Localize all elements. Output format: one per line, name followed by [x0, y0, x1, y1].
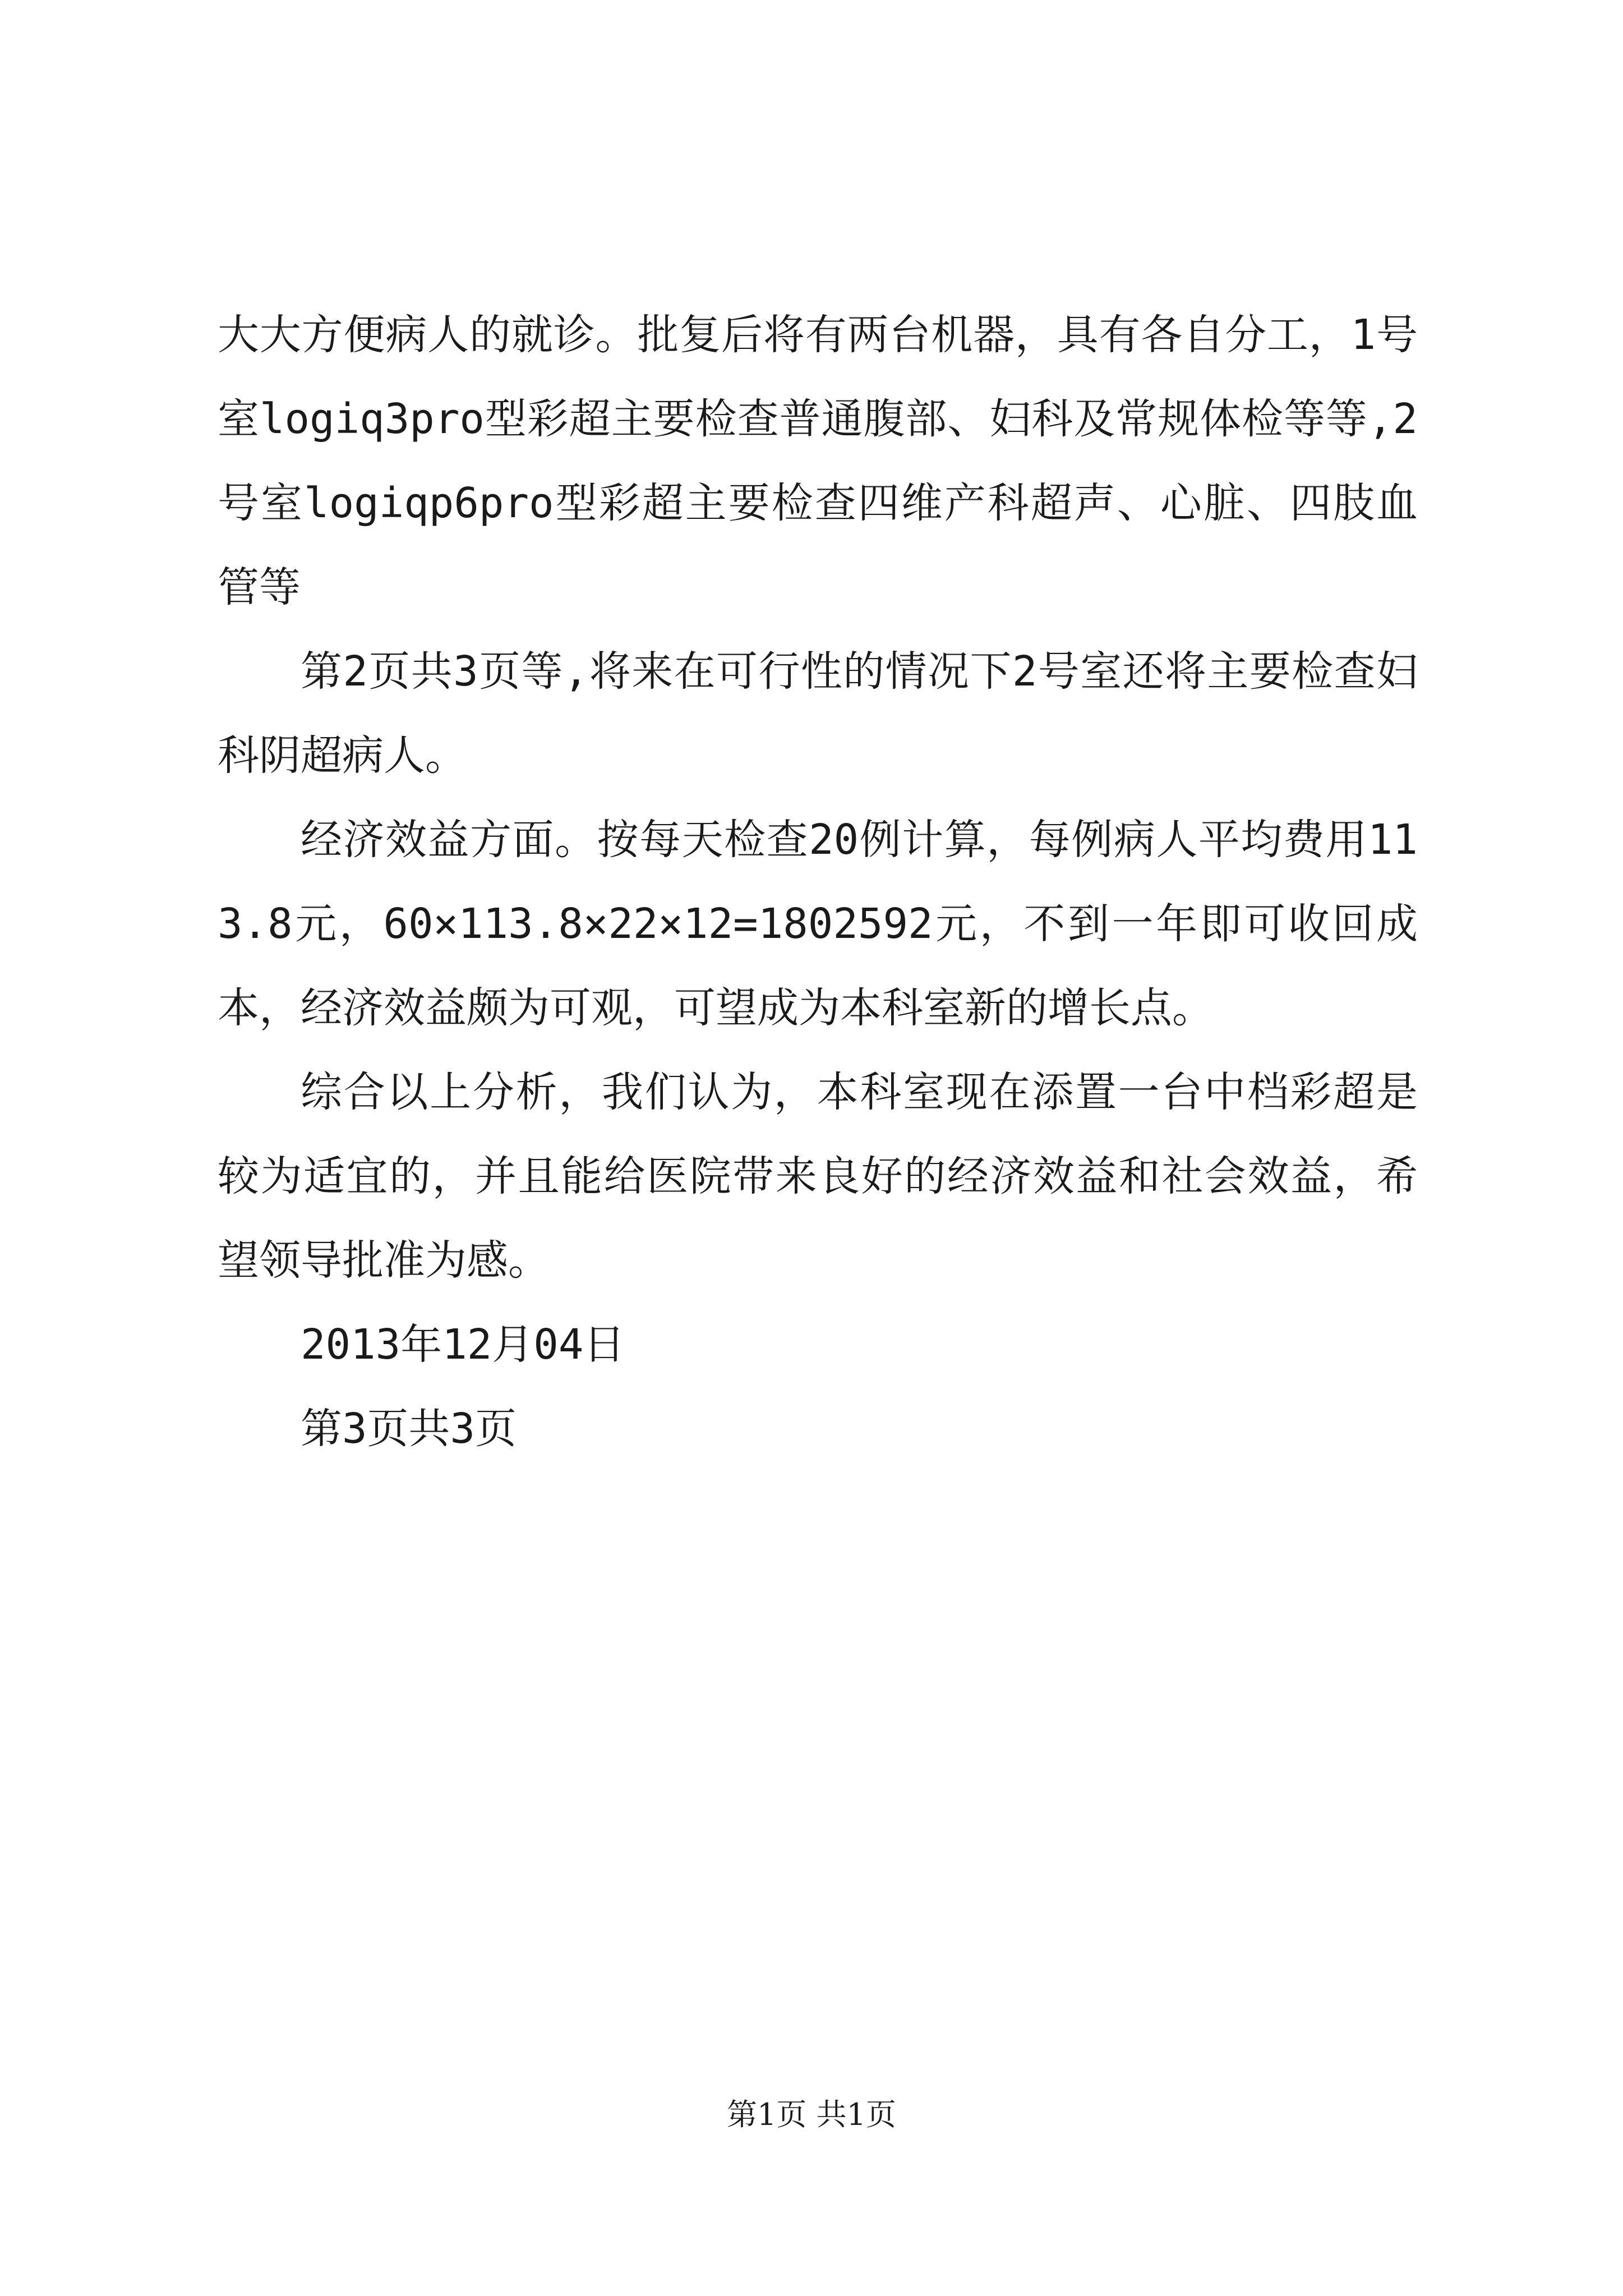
paragraph-economic-benefit: 经济效益方面。按每天检查20例计算，每例病人平均费用113.8元，60×113.8×22×12=1802592元，不到一年即可收回成本，经济效益颇为可观，可望成为本科室新的增长点。 — [218, 816, 1418, 1032]
paragraph-date: 2013年12月04日 — [301, 1320, 625, 1369]
page-footer: 第1页 共1页 — [727, 2097, 896, 2132]
document-body — [218, 293, 1418, 1471]
paragraph-page-marker-3: 第3页共3页 — [301, 1405, 517, 1453]
paragraph-conclusion: 综合以上分析，我们认为，本科室现在添置一台中档彩超是较为适宜的，并且能给医院带来良好的经济效益和社会效益，希望领导批准为感。 — [218, 1068, 1418, 1285]
paragraph-page-marker-2: 第2页共3页等,将来在可行性的情况下2号室还将主要检查妇科阴超病人。 — [218, 647, 1418, 780]
paragraph-intro: 大大方便病人的就诊。批复后将有两台机器，具有各自分工，1号室logiq3pro型彩超主要检查普通腹部、妇科及常规体检等等,2号室logiqp6pro型彩超主要检查四维产科超声、心脏、四肢血管等 — [218, 311, 1418, 611]
